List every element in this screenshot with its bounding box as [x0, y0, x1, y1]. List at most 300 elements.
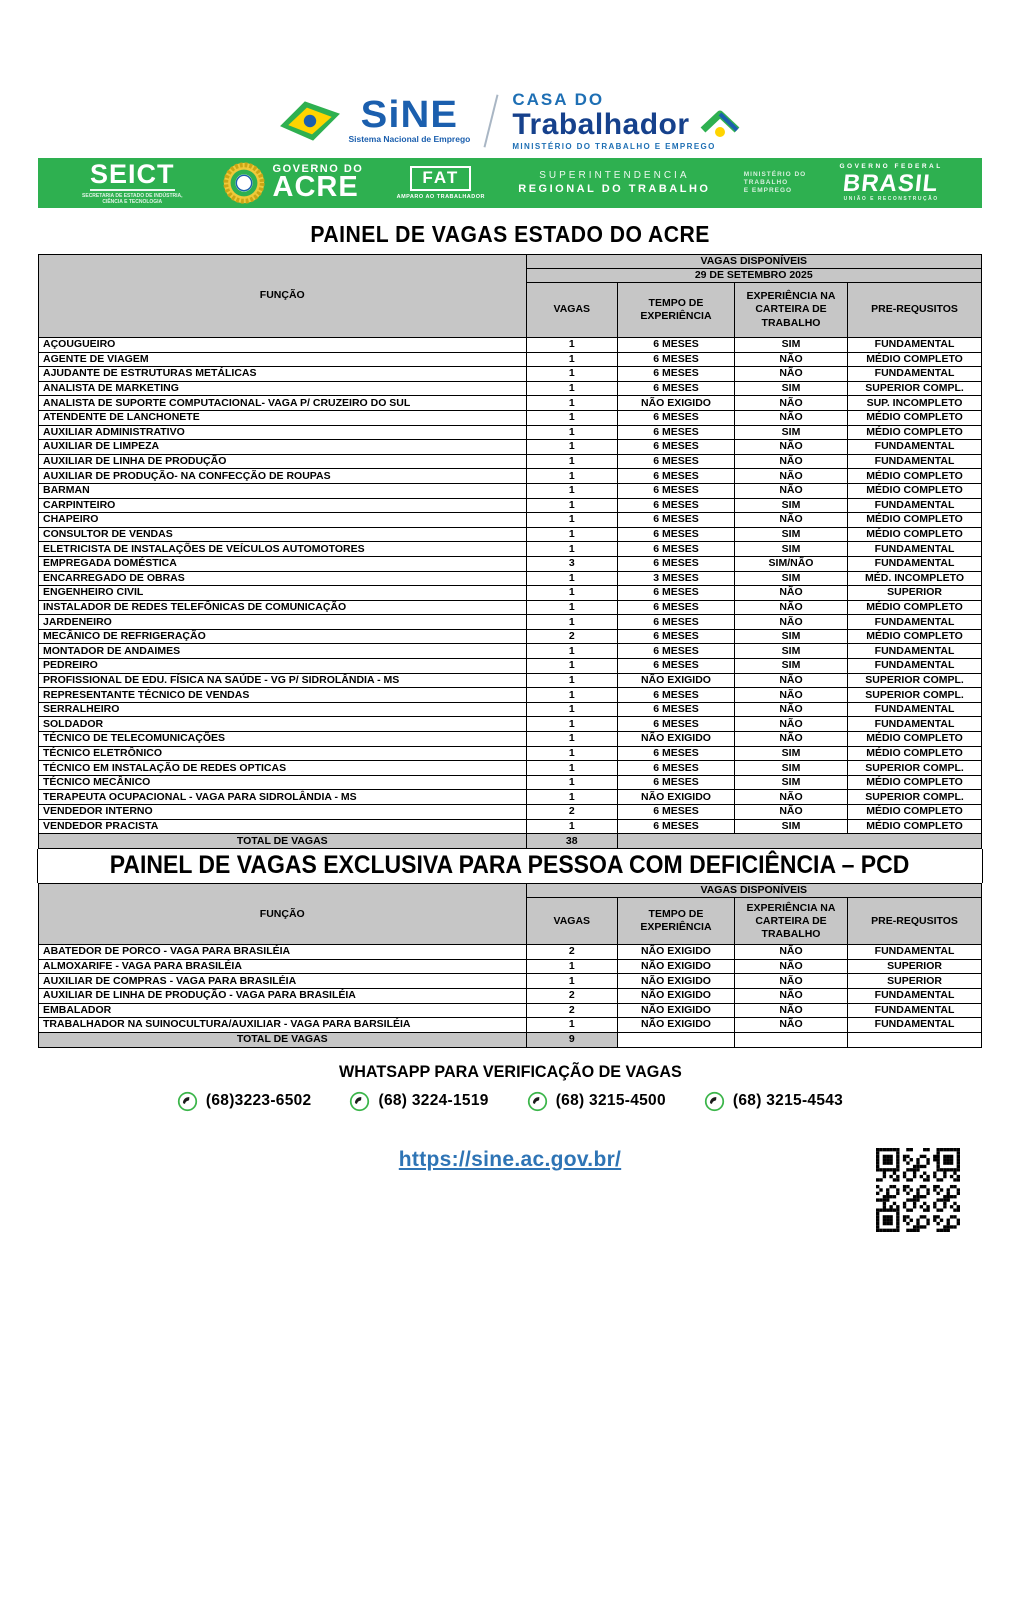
cell-vagas: 2 [526, 629, 617, 644]
cell-tempo-experiencia: 6 MESES [618, 629, 735, 644]
cell-pre-requisitos: SUPERIOR COMPL. [848, 790, 982, 805]
cell-pre-requisitos: SUP. INCOMPLETO [848, 396, 982, 411]
cell-experiencia-carteira: NÃO [734, 732, 847, 747]
cell-funcao: TÉCNICO MECÂNICO [39, 775, 527, 790]
table-row [39, 440, 982, 455]
main-panel-title: PAINEL DE VAGAS ESTADO DO ACRE [310, 221, 710, 247]
cell-vagas: 1 [526, 775, 617, 790]
cell-vagas: 1 [526, 483, 617, 498]
cell-pre-requisitos: FUNDAMENTAL [848, 945, 982, 960]
cell-vagas: 1 [526, 513, 617, 528]
header-date: 29 DE SETEMBRO 2025 [526, 269, 981, 283]
cell-vagas: 2 [526, 1003, 617, 1018]
cell-experiencia-carteira: NÃO [734, 702, 847, 717]
cell-vagas: 1 [526, 732, 617, 747]
cell-experiencia-carteira: NÃO [734, 790, 847, 805]
table-row [39, 586, 982, 601]
table-row [39, 805, 982, 820]
cell-experiencia-carteira: SIM [734, 775, 847, 790]
cell-vagas: 1 [526, 819, 617, 834]
cell-experiencia-carteira: NÃO [734, 454, 847, 469]
table-row [39, 1003, 982, 1018]
cell-funcao: AUXILIAR DE LINHA DE PRODUÇÃO - VAGA PARA BRASILÉIA [39, 988, 527, 1003]
empty-cell [734, 1032, 847, 1047]
ministerio-trabalho-label: MINISTÉRIO DO TRABALHO E EMPREGO [743, 170, 807, 195]
cell-vagas: 2 [526, 988, 617, 1003]
cell-vagas: 1 [526, 338, 617, 353]
table-row [39, 945, 982, 960]
cell-experiencia-carteira: NÃO [734, 988, 847, 1003]
acre-coat-of-arms-icon [221, 160, 267, 206]
cell-pre-requisitos: SUPERIOR COMPL. [848, 673, 982, 688]
casa-trabalhador-logo [512, 91, 741, 151]
column-header-vagas: VAGAS [526, 283, 617, 338]
cell-tempo-experiencia: NÃO EXIGIDO [618, 673, 735, 688]
cell-experiencia-carteira: NÃO [734, 396, 847, 411]
logo-header [0, 0, 1020, 154]
cell-tempo-experiencia: 6 MESES [618, 556, 735, 571]
phone-entry [704, 1091, 843, 1112]
cell-tempo-experiencia: 6 MESES [618, 367, 735, 382]
cell-funcao: TÉCNICO ELETRÔNICO [39, 746, 527, 761]
cell-pre-requisitos: SUPERIOR [848, 586, 982, 601]
cell-tempo-experiencia: NÃO EXIGIDO [618, 1018, 735, 1033]
cell-vagas: 1 [526, 542, 617, 557]
cell-experiencia-carteira: SIM/NÃO [734, 556, 847, 571]
website-link-row [0, 1148, 1020, 1172]
cell-pre-requisitos: MÉDIO COMPLETO [848, 629, 982, 644]
table-row [39, 352, 982, 367]
cell-pre-requisitos: MÉDIO COMPLETO [848, 483, 982, 498]
cell-vagas: 2 [526, 945, 617, 960]
table-row [39, 732, 982, 747]
cell-tempo-experiencia: 6 MESES [618, 469, 735, 484]
table-row [39, 629, 982, 644]
cell-funcao: AUXILIAR DE PRODUÇÃO- NA CONFECÇÃO DE ROUPAS [39, 469, 527, 484]
table-row [39, 988, 982, 1003]
cell-vagas: 1 [526, 381, 617, 396]
cell-pre-requisitos: MÉDIO COMPLETO [848, 513, 982, 528]
cell-pre-requisitos: FUNDAMENTAL [848, 367, 982, 382]
cell-experiencia-carteira: SIM [734, 425, 847, 440]
cell-funcao: CHAPEIRO [39, 513, 527, 528]
cell-tempo-experiencia: 6 MESES [618, 717, 735, 732]
cell-experiencia-carteira: SIM [734, 571, 847, 586]
table-row [39, 469, 982, 484]
cell-experiencia-carteira: NÃO [734, 367, 847, 382]
cell-pre-requisitos: SUPERIOR COMPL. [848, 688, 982, 703]
cell-tempo-experiencia: 6 MESES [618, 410, 735, 425]
cell-pre-requisitos: FUNDAMENTAL [848, 542, 982, 557]
cell-tempo-experiencia: 3 MESES [618, 571, 735, 586]
column-header-funcao: FUNÇÃO [39, 884, 527, 945]
cell-vagas: 1 [526, 367, 617, 382]
cell-funcao: TERAPEUTA OCUPACIONAL - VAGA PARA SIDROLÂNDIA - MS [39, 790, 527, 805]
cell-pre-requisitos: FUNDAMENTAL [848, 454, 982, 469]
cell-pre-requisitos: FUNDAMENTAL [848, 988, 982, 1003]
cell-vagas: 3 [526, 556, 617, 571]
cell-vagas: 1 [526, 571, 617, 586]
cell-pre-requisitos: FUNDAMENTAL [848, 702, 982, 717]
cell-funcao: AGENTE DE VIAGEM [39, 352, 527, 367]
cell-funcao: AÇOUGUEIRO [39, 338, 527, 353]
empty-cell [848, 1032, 982, 1047]
cell-funcao: ABATEDOR DE PORCO - VAGA PARA BRASILÉIA [39, 945, 527, 960]
column-header-vagas: VAGAS [526, 898, 617, 945]
cell-vagas: 1 [526, 454, 617, 469]
cell-experiencia-carteira: SIM [734, 527, 847, 542]
cell-pre-requisitos: MÉDIO COMPLETO [848, 600, 982, 615]
cell-vagas: 1 [526, 702, 617, 717]
cell-vagas: 1 [526, 396, 617, 411]
logo-divider [484, 95, 499, 148]
cell-funcao: VENDEDOR PRACISTA [39, 819, 527, 834]
table-row [39, 644, 982, 659]
cell-tempo-experiencia: 6 MESES [618, 483, 735, 498]
cell-tempo-experiencia: 6 MESES [618, 352, 735, 367]
cell-pre-requisitos: MÉDIO COMPLETO [848, 527, 982, 542]
cell-funcao: EMBALADOR [39, 1003, 527, 1018]
cell-vagas: 1 [526, 425, 617, 440]
cell-tempo-experiencia: 6 MESES [618, 440, 735, 455]
cell-funcao: PEDREIRO [39, 659, 527, 674]
cell-vagas: 1 [526, 746, 617, 761]
header-vagas-disponiveis: VAGAS DISPONÍVEIS [526, 884, 981, 898]
cell-funcao: ENCARREGADO DE OBRAS [39, 571, 527, 586]
whatsapp-icon [177, 1091, 198, 1112]
cell-funcao: TÉCNICO DE TELECOMUNICAÇÕES [39, 732, 527, 747]
cell-funcao: MECÂNICO DE REFRIGERAÇÃO [39, 629, 527, 644]
cell-vagas: 1 [526, 527, 617, 542]
column-header-requisitos: PRE-REQUSITOS [848, 283, 982, 338]
cell-funcao: TRABALHADOR NA SUINOCULTURA/AUXILIAR - VAGA PARA BARSILÉIA [39, 1018, 527, 1033]
cell-vagas: 2 [526, 805, 617, 820]
cell-experiencia-carteira: NÃO [734, 1018, 847, 1033]
cell-tempo-experiencia: 6 MESES [618, 498, 735, 513]
cell-pre-requisitos: SUPERIOR COMPL. [848, 381, 982, 396]
cell-experiencia-carteira: NÃO [734, 1003, 847, 1018]
table-row [39, 498, 982, 513]
cell-tempo-experiencia: 6 MESES [618, 761, 735, 776]
column-header-tempo: TEMPO DE EXPERIÊNCIA [618, 898, 735, 945]
cell-experiencia-carteira: NÃO [734, 974, 847, 989]
cell-pre-requisitos: FUNDAMENTAL [848, 1003, 982, 1018]
table-row [39, 367, 982, 382]
cell-tempo-experiencia: 6 MESES [618, 425, 735, 440]
cell-funcao: JARDENEIRO [39, 615, 527, 630]
table-row [39, 425, 982, 440]
cell-tempo-experiencia: NÃO EXIGIDO [618, 974, 735, 989]
table-row [39, 600, 982, 615]
cell-tempo-experiencia: NÃO EXIGIDO [618, 959, 735, 974]
institutional-banner [38, 158, 982, 208]
cell-vagas: 1 [526, 1018, 617, 1033]
cell-experiencia-carteira: NÃO [734, 513, 847, 528]
cell-tempo-experiencia: 6 MESES [618, 615, 735, 630]
column-header-carteira: EXPERIÊNCIA NA CARTEIRA DE TRABALHO [734, 898, 847, 945]
cell-vagas: 1 [526, 410, 617, 425]
cell-funcao: PROFISSIONAL DE EDU. FÍSICA NA SAÚDE - VG P/ SIDROLÂNDIA - MS [39, 673, 527, 688]
cell-pre-requisitos: FUNDAMENTAL [848, 659, 982, 674]
cell-tempo-experiencia: 6 MESES [618, 586, 735, 601]
column-header-funcao: FUNÇÃO [39, 255, 527, 338]
cell-tempo-experiencia: 6 MESES [618, 513, 735, 528]
empty-cell [618, 834, 982, 849]
cell-experiencia-carteira: NÃO [734, 959, 847, 974]
trabalhador-label: Trabalhador [512, 108, 690, 141]
cell-tempo-experiencia: 6 MESES [618, 381, 735, 396]
cell-tempo-experiencia: 6 MESES [618, 527, 735, 542]
table-row [39, 513, 982, 528]
cell-pre-requisitos: FUNDAMENTAL [848, 440, 982, 455]
phone-entry [527, 1091, 666, 1112]
table-row [39, 381, 982, 396]
total-value: 9 [526, 1032, 617, 1047]
phone-list [0, 1091, 1020, 1112]
cell-tempo-experiencia: 6 MESES [618, 775, 735, 790]
cell-pre-requisitos: SUPERIOR [848, 974, 982, 989]
phone-entry [177, 1091, 312, 1112]
cell-pre-requisitos: SUPERIOR [848, 959, 982, 974]
casa-subtitle: MINISTÉRIO DO TRABALHO E EMPREGO [512, 142, 716, 151]
cell-tempo-experiencia: 6 MESES [618, 644, 735, 659]
table-row [39, 615, 982, 630]
cell-tempo-experiencia: 6 MESES [618, 688, 735, 703]
cell-experiencia-carteira: NÃO [734, 352, 847, 367]
cell-tempo-experiencia: NÃO EXIGIDO [618, 988, 735, 1003]
cell-funcao: ANALISTA DE MARKETING [39, 381, 527, 396]
governo-acre-logo [221, 160, 364, 206]
cell-funcao: CARPINTEIRO [39, 498, 527, 513]
cell-experiencia-carteira: NÃO [734, 469, 847, 484]
cell-experiencia-carteira: SIM [734, 338, 847, 353]
table-row [39, 702, 982, 717]
table-row [39, 819, 982, 834]
casa-roof-icon [698, 108, 742, 140]
cell-experiencia-carteira: NÃO [734, 688, 847, 703]
cell-pre-requisitos: MÉDIO COMPLETO [848, 746, 982, 761]
header-vagas-disponiveis: VAGAS DISPONÍVEIS [526, 255, 981, 269]
table-row [39, 396, 982, 411]
cell-pre-requisitos: MÉDIO COMPLETO [848, 410, 982, 425]
cell-experiencia-carteira: NÃO [734, 615, 847, 630]
cell-pre-requisitos: FUNDAMENTAL [848, 644, 982, 659]
empty-cell [618, 1032, 735, 1047]
cell-tempo-experiencia: 6 MESES [618, 659, 735, 674]
column-header-tempo: TEMPO DE EXPERIÊNCIA [618, 283, 735, 338]
cell-pre-requisitos: MÉDIO COMPLETO [848, 732, 982, 747]
fat-logo [397, 166, 485, 200]
cell-pre-requisitos: FUNDAMENTAL [848, 556, 982, 571]
sine-website-link[interactable]: https://sine.ac.gov.br/ [398, 1147, 622, 1171]
phone-number: (68) 3215-4543 [732, 1092, 844, 1110]
table-row [39, 790, 982, 805]
cell-tempo-experiencia: 6 MESES [618, 600, 735, 615]
cell-vagas: 1 [526, 688, 617, 703]
cell-experiencia-carteira: SIM [734, 659, 847, 674]
whatsapp-icon [349, 1091, 370, 1112]
cell-experiencia-carteira: NÃO [734, 805, 847, 820]
cell-tempo-experiencia: NÃO EXIGIDO [618, 790, 735, 805]
cell-vagas: 1 [526, 498, 617, 513]
total-label: TOTAL DE VAGAS [39, 834, 527, 849]
phone-number: (68) 3215-4500 [555, 1092, 666, 1110]
cell-tempo-experiencia: NÃO EXIGIDO [618, 1003, 735, 1018]
cell-experiencia-carteira: SIM [734, 746, 847, 761]
cell-vagas: 1 [526, 600, 617, 615]
cell-funcao: BARMAN [39, 483, 527, 498]
cell-vagas: 1 [526, 673, 617, 688]
table-row [39, 959, 982, 974]
cell-funcao: AUXILIAR DE LINHA DE PRODUÇÃO [39, 454, 527, 469]
cell-tempo-experiencia: 6 MESES [618, 454, 735, 469]
cell-experiencia-carteira: SIM [734, 819, 847, 834]
cell-experiencia-carteira: NÃO [734, 410, 847, 425]
cell-pre-requisitos: MÉDIO COMPLETO [848, 819, 982, 834]
whatsapp-icon [704, 1091, 725, 1112]
cell-vagas: 1 [526, 440, 617, 455]
cell-tempo-experiencia: 6 MESES [618, 702, 735, 717]
cell-pre-requisitos: FUNDAMENTAL [848, 338, 982, 353]
table-row [39, 974, 982, 989]
cell-pre-requisitos: FUNDAMENTAL [848, 717, 982, 732]
cell-funcao: EMPREGADA DOMÉSTICA [39, 556, 527, 571]
cell-funcao: AUXILIAR DE COMPRAS - VAGA PARA BRASILÉIA [39, 974, 527, 989]
cell-funcao: VENDEDOR INTERNO [39, 805, 527, 820]
governo-do-label: GOVERNO DO [272, 163, 364, 175]
total-row [39, 834, 982, 849]
cell-funcao: SERRALHEIRO [39, 702, 527, 717]
casa-do-label: CASA DO [512, 90, 605, 109]
cell-pre-requisitos: FUNDAMENTAL [848, 1018, 982, 1033]
cell-experiencia-carteira: SIM [734, 381, 847, 396]
fat-label: FAT [410, 166, 471, 191]
cell-vagas: 1 [526, 469, 617, 484]
cell-experiencia-carteira: NÃO [734, 717, 847, 732]
cell-experiencia-carteira: NÃO [734, 586, 847, 601]
sine-logo [278, 93, 471, 145]
table-row [39, 659, 982, 674]
cell-funcao: AUXILIAR ADMINISTRATIVO [39, 425, 527, 440]
table-row [39, 556, 982, 571]
table-row [39, 673, 982, 688]
cell-tempo-experiencia: 6 MESES [618, 819, 735, 834]
main-vacancies-table [38, 254, 982, 849]
cell-experiencia-carteira: SIM [734, 644, 847, 659]
table-row [39, 483, 982, 498]
governo-federal-brasil-logo: GOVERNO FEDERAL BRASIL UNIÃO E RECONSTRUÇÃO [839, 163, 943, 202]
cell-experiencia-carteira: SIM [734, 542, 847, 557]
phone-number: (68) 3224-1519 [378, 1092, 489, 1110]
table-row [39, 542, 982, 557]
cell-funcao: REPRESENTANTE TÉCNICO DE VENDAS [39, 688, 527, 703]
cell-tempo-experiencia: 6 MESES [618, 805, 735, 820]
cell-experiencia-carteira: NÃO [734, 945, 847, 960]
total-value: 38 [526, 834, 617, 849]
sine-wordmark: SiNE [360, 93, 459, 136]
cell-pre-requisitos: FUNDAMENTAL [848, 498, 982, 513]
cell-funcao: ALMOXARIFE - VAGA PARA BRASILÉIA [39, 959, 527, 974]
table-row [39, 571, 982, 586]
cell-vagas: 1 [526, 974, 617, 989]
phone-entry [349, 1091, 488, 1112]
cell-experiencia-carteira: NÃO [734, 673, 847, 688]
cell-funcao: SOLDADOR [39, 717, 527, 732]
fat-subtitle: AMPARO AO TRABALHADOR [396, 193, 486, 200]
cell-funcao: ATENDENTE DE LANCHONETE [39, 410, 527, 425]
cell-pre-requisitos: MÉDIO COMPLETO [848, 425, 982, 440]
cell-vagas: 1 [526, 717, 617, 732]
table-row [39, 527, 982, 542]
cell-pre-requisitos: MÉDIO COMPLETO [848, 352, 982, 367]
cell-tempo-experiencia: 6 MESES [618, 746, 735, 761]
cell-pre-requisitos: MÉDIO COMPLETO [848, 775, 982, 790]
cell-funcao: TÉCNICO EM INSTALAÇÃO DE REDES OPTICAS [39, 761, 527, 776]
cell-experiencia-carteira: NÃO [734, 483, 847, 498]
cell-vagas: 1 [526, 644, 617, 659]
cell-pre-requisitos: MÉDIO COMPLETO [848, 469, 982, 484]
cell-pre-requisitos: MÉD. INCOMPLETO [848, 571, 982, 586]
total-row [39, 1032, 982, 1047]
cell-experiencia-carteira: SIM [734, 761, 847, 776]
seict-title: SEICT [90, 158, 175, 189]
cell-vagas: 1 [526, 615, 617, 630]
table-row [39, 761, 982, 776]
cell-experiencia-carteira: SIM [734, 629, 847, 644]
cell-tempo-experiencia: NÃO EXIGIDO [618, 732, 735, 747]
cell-experiencia-carteira: SIM [734, 498, 847, 513]
cell-funcao: ENGENHEIRO CIVIL [39, 586, 527, 601]
table-row [39, 688, 982, 703]
sine-flag-icon [278, 97, 342, 145]
pcd-panel-title: PAINEL DE VAGAS EXCLUSIVA PARA PESSOA COM DEFICIÊNCIA – PCD [37, 849, 983, 883]
qr-code [876, 1148, 960, 1232]
cell-vagas: 1 [526, 352, 617, 367]
superintendencia-label: SUPERINTENDENCIA REGIONAL DO TRABALHO [518, 169, 711, 196]
cell-pre-requisitos: SUPERIOR COMPL. [848, 761, 982, 776]
cell-funcao: AJUDANTE DE ESTRUTURAS METÁLICAS [39, 367, 527, 382]
cell-tempo-experiencia: NÃO EXIGIDO [618, 945, 735, 960]
table-row [39, 717, 982, 732]
table-row [39, 410, 982, 425]
cell-funcao: AUXILIAR DE LIMPEZA [39, 440, 527, 455]
cell-funcao: ELETRICISTA DE INSTALAÇÕES DE VEÍCULOS AUTOMOTORES [39, 542, 527, 557]
sine-subtitle: Sistema Nacional de Emprego [348, 134, 471, 145]
cell-tempo-experiencia: 6 MESES [618, 542, 735, 557]
whatsapp-section-title: WHATSAPP PARA VERIFICAÇÃO DE VAGAS [338, 1061, 682, 1081]
cell-vagas: 1 [526, 761, 617, 776]
pcd-vacancies-table [38, 883, 982, 1048]
cell-tempo-experiencia: NÃO EXIGIDO [618, 396, 735, 411]
column-header-carteira: EXPERIÊNCIA NA CARTEIRA DE TRABALHO [734, 283, 847, 338]
cell-vagas: 1 [526, 790, 617, 805]
cell-experiencia-carteira: NÃO [734, 440, 847, 455]
table-row [39, 1018, 982, 1033]
total-label: TOTAL DE VAGAS [39, 1032, 527, 1047]
table-row [39, 338, 982, 353]
table-row [39, 454, 982, 469]
table-row [39, 746, 982, 761]
whatsapp-icon [527, 1091, 548, 1112]
cell-vagas: 1 [526, 586, 617, 601]
cell-funcao: ANALISTA DE SUPORTE COMPUTACIONAL- VAGA P/ CRUZEIRO DO SUL [39, 396, 527, 411]
cell-vagas: 1 [526, 959, 617, 974]
cell-funcao: CONSULTOR DE VENDAS [39, 527, 527, 542]
column-header-requisitos: PRE-REQUSITOS [848, 898, 982, 945]
acre-label: ACRE [272, 171, 359, 204]
cell-pre-requisitos: FUNDAMENTAL [848, 615, 982, 630]
cell-pre-requisitos: MÉDIO COMPLETO [848, 805, 982, 820]
